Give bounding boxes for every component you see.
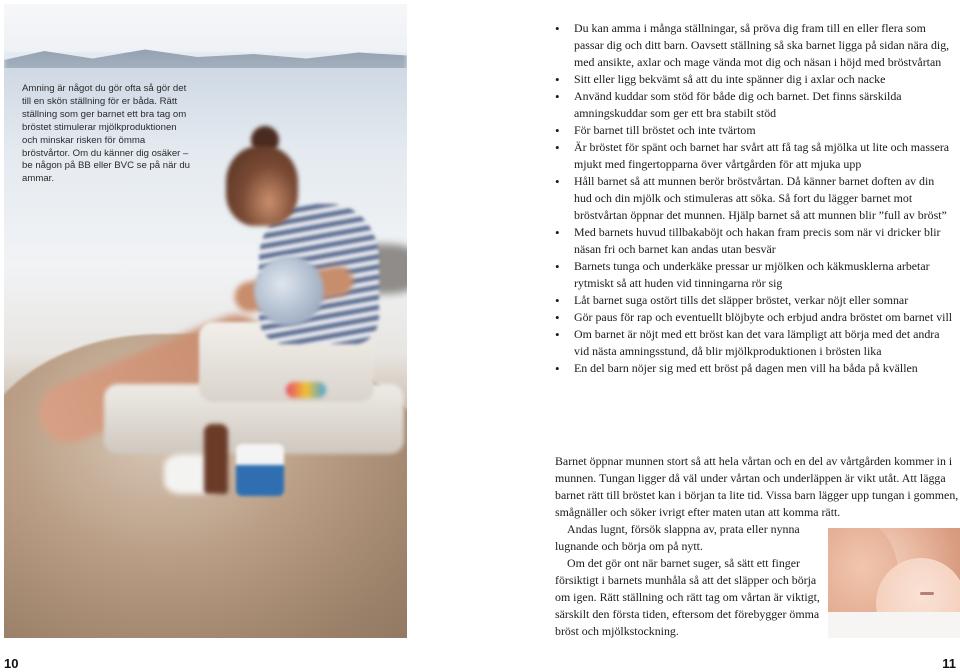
paragraph: Om det gör ont när barnet suger, så sätt ett finger försiktigt i barnets munhåla så att det släpper och börja om igen. Rätt ställning och rätt tag om vårtan är viktigt, särskilt den första tiden, eftersom det förebygger ömma bröst och mjölkstockning. — [555, 556, 820, 638]
list-item: • Håll barnet så att munnen berör bröstvårtan. Då känner barnet doften av din hud och din mjölk och stimuleras att söka. Så fort du lägger barnet mot bröstvårtan öppnar det munnen. Hjälp barnet så att munnen blir ”full av bröst” — [555, 173, 955, 224]
list-item: • Låt barnet suga ostört tills det släpper bröstet, verkar nöjt eller somnar — [555, 292, 955, 309]
list-item: • Är bröstet för spänt och barnet har svårt att få tag så mjölka ut lite och massera mjukt med fingertopparna över vårtgården för att mjuka upp — [555, 139, 955, 173]
page-number-right: 11 — [942, 656, 956, 671]
list-item: • Använd kuddar som stöd för både dig och barnet. Det finns särskilda amningskuddar som ger ett bra stabilt stöd — [555, 88, 955, 122]
page-number-left: 10 — [4, 656, 19, 671]
right-page — [480, 0, 960, 672]
photo-caption: Amning är något du gör ofta så gör det till en skön ställning för er båda. Rätt ställning som ger barnet ett bra tag om bröstet stimulerar mjölkproduktionen och minskar risken för ömma bröstvårtor. Om du känner dig osäker – be någon på BB eller BVC se på när du ammar. — [22, 83, 191, 185]
breastfeeding-tips-list — [555, 20, 955, 377]
list-item: • Om barnet är nöjt med ett bröst kan det vara lämpligt att börja med det andra vid nästa amningsstund, då blir mjölkproduktionen i brösten lika — [555, 326, 955, 360]
list-item: • Du kan amma i många ställningar, så pröva dig fram till en eller flera som passar dig och ditt barn. Oavsett ställning så ska barnet ligga på sidan nära dig, med ansikte, axlar och mage vända mot dig och näsan i höjd med bröstvårtan — [555, 20, 955, 71]
list-item: • För barnet till bröstet och inte tvärtom — [555, 122, 955, 139]
list-item: • Sitt eller ligg bekvämt så att du inte spänner dig i axlar och nacke — [555, 71, 955, 88]
nursing-baby-photo — [828, 528, 960, 638]
list-item: • Barnets tunga och underkäke pressar ur mjölken och käkmusklerna arbetar rytmiskt så att huden vid tinningarna rör sig — [555, 258, 955, 292]
paragraph: Barnet öppnar munnen stort så att hela vårtan och en del av vårtgården kommer in i munnen. Tungan ligger då väl under vårtan och underläppen är vikt utåt. Att lägga barnet rätt till bröstet kan i början ta lite tid. Vissa barn lägger upp tungan i gommen, smågnäller och söker ivrigt efter maten utan att komma rätt. — [555, 454, 959, 519]
list-item: • Gör paus för rap och eventuellt blöjbyte och erbjud andra bröstet om barnet vill — [555, 309, 955, 326]
paragraph: Andas lugnt, försök slappna av, prata eller nynna lugnande och börja om på nytt. — [555, 522, 800, 553]
list-item: • En del barn nöjer sig med ett bröst på dagen men vill ha båda på kvällen — [555, 360, 955, 377]
list-item: • Med barnets huvud tillbakaböjt och hakan fram precis som när vi dricker blir näsan fri och barnet kan andas utan besvär — [555, 224, 955, 258]
